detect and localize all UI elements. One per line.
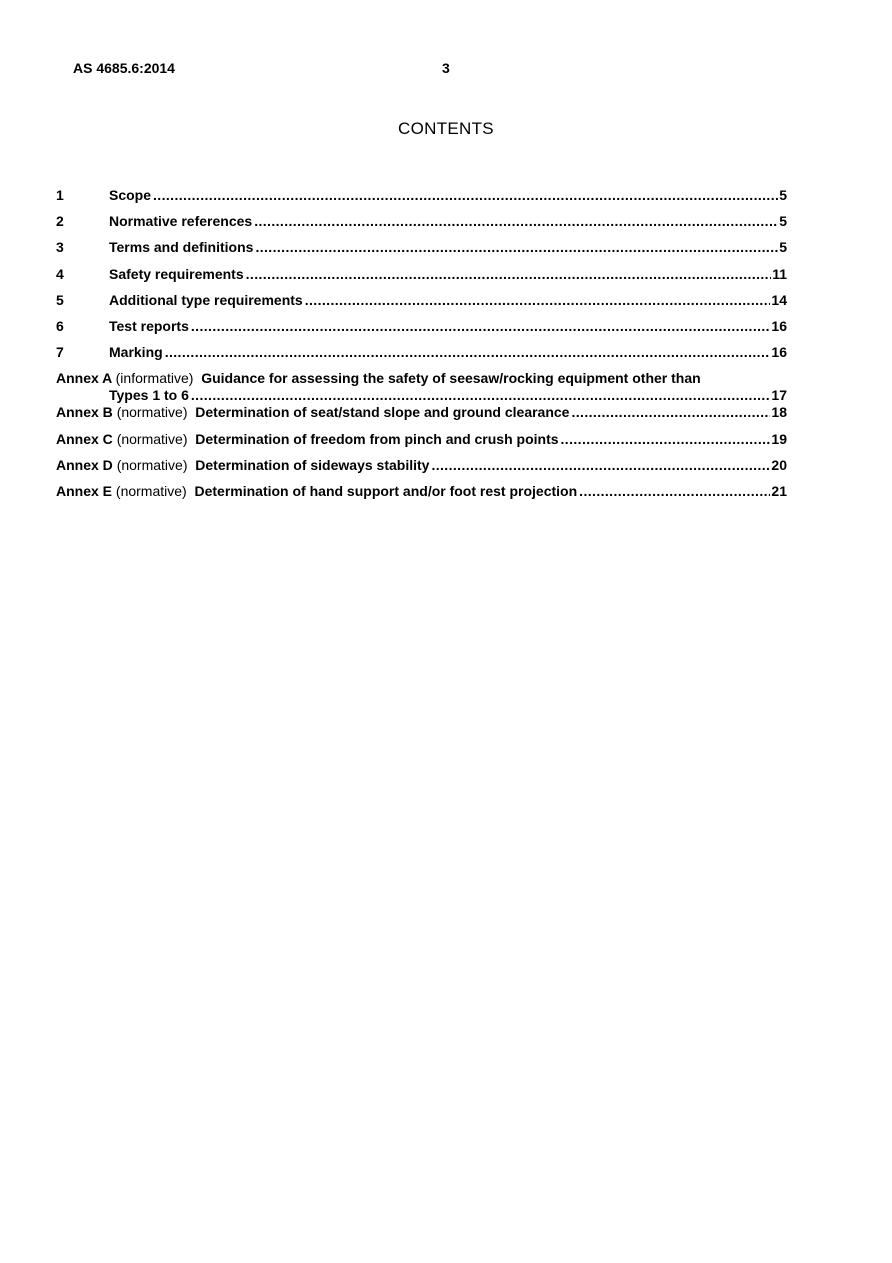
toc-clause-title: Additional type requirements <box>109 291 303 308</box>
toc-leader-dots <box>191 318 771 335</box>
toc-clause-number: 5 <box>56 291 64 308</box>
toc-clause-number: 3 <box>56 239 64 256</box>
toc-leader-dots <box>571 404 770 421</box>
toc-page-number: 5 <box>779 213 787 230</box>
toc-page-number: 11 <box>772 265 787 282</box>
toc-annex-label: Annex B <box>56 404 113 421</box>
toc-annex-heading <box>56 431 561 448</box>
toc-annex-heading <box>56 404 571 421</box>
toc-page-number: 5 <box>779 239 787 256</box>
toc-annex-kind: (normative) <box>116 404 188 421</box>
toc-leader-dots <box>305 292 771 309</box>
toc-clause-number: 2 <box>56 213 64 230</box>
toc-leader-dots <box>191 387 771 404</box>
toc-clause-title: Scope <box>109 187 152 203</box>
toc-annex-title: Determination of freedom from pinch and crush points <box>195 430 559 447</box>
toc-page-number: 16 <box>771 344 787 361</box>
toc-page-number: 14 <box>771 291 787 308</box>
toc-leader-dots <box>561 431 771 448</box>
table-of-contents <box>56 187 787 509</box>
toc-leader-dots <box>246 266 772 283</box>
toc-annex-label: Annex D <box>56 456 113 473</box>
toc-entry-annex-c[interactable] <box>56 431 787 457</box>
toc-page-number: 21 <box>771 482 787 499</box>
toc-clause-title: Safety requirements <box>109 265 244 282</box>
toc-clause-number: 1 <box>56 187 64 203</box>
toc-clause-number: 4 <box>56 265 64 282</box>
toc-leader-dots <box>431 457 770 474</box>
toc-page-number: 18 <box>771 404 787 421</box>
toc-annex-label: Annex E <box>56 482 113 499</box>
toc-clause-title: Normative references <box>109 213 253 230</box>
toc-page-number: 19 <box>771 430 787 447</box>
toc-leader-dots <box>579 483 770 500</box>
toc-leader-dots <box>254 213 778 230</box>
toc-leader-dots <box>153 187 778 204</box>
toc-annex-heading <box>56 483 579 500</box>
toc-leader-dots <box>255 239 778 256</box>
toc-annex-kind: (informative) <box>115 370 194 387</box>
toc-annex-heading <box>56 370 703 387</box>
toc-page-number: 5 <box>779 187 787 203</box>
toc-annex-title: Determination of hand support and/or foot rest projection <box>194 482 578 499</box>
toc-page-number: 17 <box>771 387 787 404</box>
toc-clause-title: Terms and definitions <box>109 239 254 256</box>
toc-entry-scope[interactable] <box>56 187 787 213</box>
toc-entry-annex-b[interactable] <box>56 404 787 430</box>
toc-annex-title: Guidance for assessing the safety of seesaw/rocking equipment other than <box>201 370 701 387</box>
toc-annex-label: Annex C <box>56 430 113 447</box>
toc-annex-title: Determination of sideways stability <box>195 456 430 473</box>
toc-annex-kind: (normative) <box>116 456 188 473</box>
toc-leader-dots <box>165 344 771 361</box>
toc-entry-terms-and-definitions[interactable] <box>56 239 787 265</box>
toc-clause-title: Test reports <box>109 317 189 334</box>
toc-annex-title: Determination of seat/stand slope and ground clearance <box>195 404 570 421</box>
toc-entry-test-reports[interactable] <box>56 318 787 344</box>
toc-entry-safety-requirements[interactable] <box>56 266 787 292</box>
toc-entry-additional-type-requirements[interactable] <box>56 292 787 318</box>
toc-entry-annex-a[interactable] <box>56 370 787 404</box>
toc-annex-title-continued: Types 1 to 6 <box>109 387 189 404</box>
toc-clause-number: 7 <box>56 344 64 361</box>
toc-clause-title: Marking <box>109 344 163 361</box>
toc-entry-annex-e[interactable] <box>56 483 787 509</box>
document-designation: AS 4685.6:2014 <box>73 60 175 76</box>
toc-annex-kind: (normative) <box>116 430 188 447</box>
toc-annex-label: Annex A <box>56 370 112 387</box>
page-number: 3 <box>442 60 450 76</box>
toc-annex-kind: (normative) <box>115 482 187 499</box>
toc-page-number: 16 <box>771 317 787 334</box>
toc-entry-annex-d[interactable] <box>56 457 787 483</box>
toc-entry-marking[interactable] <box>56 344 787 370</box>
toc-page-number: 20 <box>771 456 787 473</box>
toc-annex-heading <box>56 457 431 474</box>
toc-entry-normative-references[interactable] <box>56 213 787 239</box>
page-title: CONTENTS <box>398 119 494 138</box>
toc-clause-number: 6 <box>56 317 64 334</box>
